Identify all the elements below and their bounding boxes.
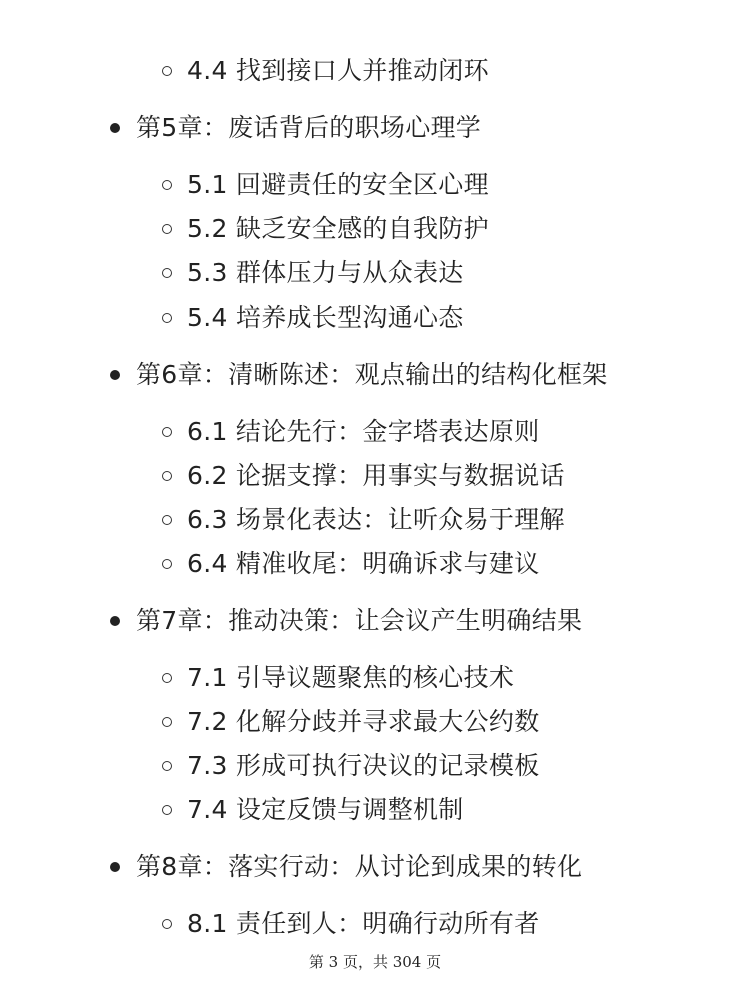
toc-section-item	[162, 500, 565, 540]
toc-section-label: 5.2 缺乏安全感的自我防护	[187, 214, 489, 243]
circle-bullet-icon	[162, 268, 172, 278]
circle-bullet-icon	[162, 919, 172, 929]
toc-chapter-label: 第7章：推动决策：让会议产生明确结果	[136, 606, 583, 635]
toc-section-label: 4.4 找到接口人并推动闭环	[187, 56, 489, 85]
toc-section-item	[162, 165, 489, 205]
disc-bullet-icon	[110, 370, 120, 380]
toc-chapter-item	[110, 355, 608, 395]
circle-bullet-icon	[162, 427, 172, 437]
toc-section-item	[162, 658, 514, 698]
toc-section-item	[162, 298, 464, 338]
circle-bullet-icon	[162, 224, 172, 234]
toc-section-label: 6.2 论据支撑：用事实与数据说话	[187, 461, 565, 490]
toc-section-label: 6.4 精准收尾：明确诉求与建议	[187, 549, 540, 578]
toc-section-item	[162, 456, 565, 496]
toc-section-item	[162, 702, 540, 742]
toc-chapter-label: 第6章：清晰陈述：观点输出的结构化框架	[136, 360, 608, 389]
toc-section-label: 7.1 引导议题聚焦的核心技术	[187, 663, 515, 692]
toc-section-label: 6.3 场景化表达：让听众易于理解	[187, 505, 565, 534]
disc-bullet-icon	[110, 862, 120, 872]
circle-bullet-icon	[162, 313, 172, 323]
toc-section-item	[162, 412, 540, 452]
toc-section-item	[162, 253, 464, 293]
toc-section-item	[162, 51, 489, 91]
toc-chapter-label: 第8章：落实行动：从讨论到成果的转化	[136, 852, 583, 881]
toc-section-label: 5.3 群体压力与从众表达	[187, 258, 464, 287]
circle-bullet-icon	[162, 673, 172, 683]
toc-section-item	[162, 746, 540, 786]
circle-bullet-icon	[162, 66, 172, 76]
toc-section-label: 5.4 培养成长型沟通心态	[187, 303, 464, 332]
toc-chapter-item	[110, 108, 481, 148]
toc-section-item	[162, 544, 540, 584]
toc-section-label: 7.4 设定反馈与调整机制	[187, 795, 464, 824]
disc-bullet-icon	[110, 616, 120, 626]
circle-bullet-icon	[162, 515, 172, 525]
circle-bullet-icon	[162, 761, 172, 771]
circle-bullet-icon	[162, 471, 172, 481]
toc-section-label: 5.1 回避责任的安全区心理	[187, 170, 489, 199]
toc-section-label: 6.1 结论先行：金字塔表达原则	[187, 417, 540, 446]
toc-section-label: 7.2 化解分歧并寻求最大公约数	[187, 707, 540, 736]
toc-chapter-item	[110, 601, 582, 641]
toc-chapter-item	[110, 847, 582, 887]
toc-section-item	[162, 209, 489, 249]
circle-bullet-icon	[162, 559, 172, 569]
toc-chapter-label: 第5章：废话背后的职场心理学	[136, 113, 482, 142]
toc-section-label: 8.1 责任到人：明确行动所有者	[187, 909, 540, 938]
circle-bullet-icon	[162, 717, 172, 727]
toc-section-item	[162, 790, 464, 830]
circle-bullet-icon	[162, 180, 172, 190]
toc-section-label: 7.3 形成可执行决议的记录模板	[187, 751, 540, 780]
disc-bullet-icon	[110, 123, 120, 133]
toc-section-item	[162, 904, 540, 944]
circle-bullet-icon	[162, 805, 172, 815]
page-number-footer: 第 3 页，共 304 页	[308, 953, 442, 971]
